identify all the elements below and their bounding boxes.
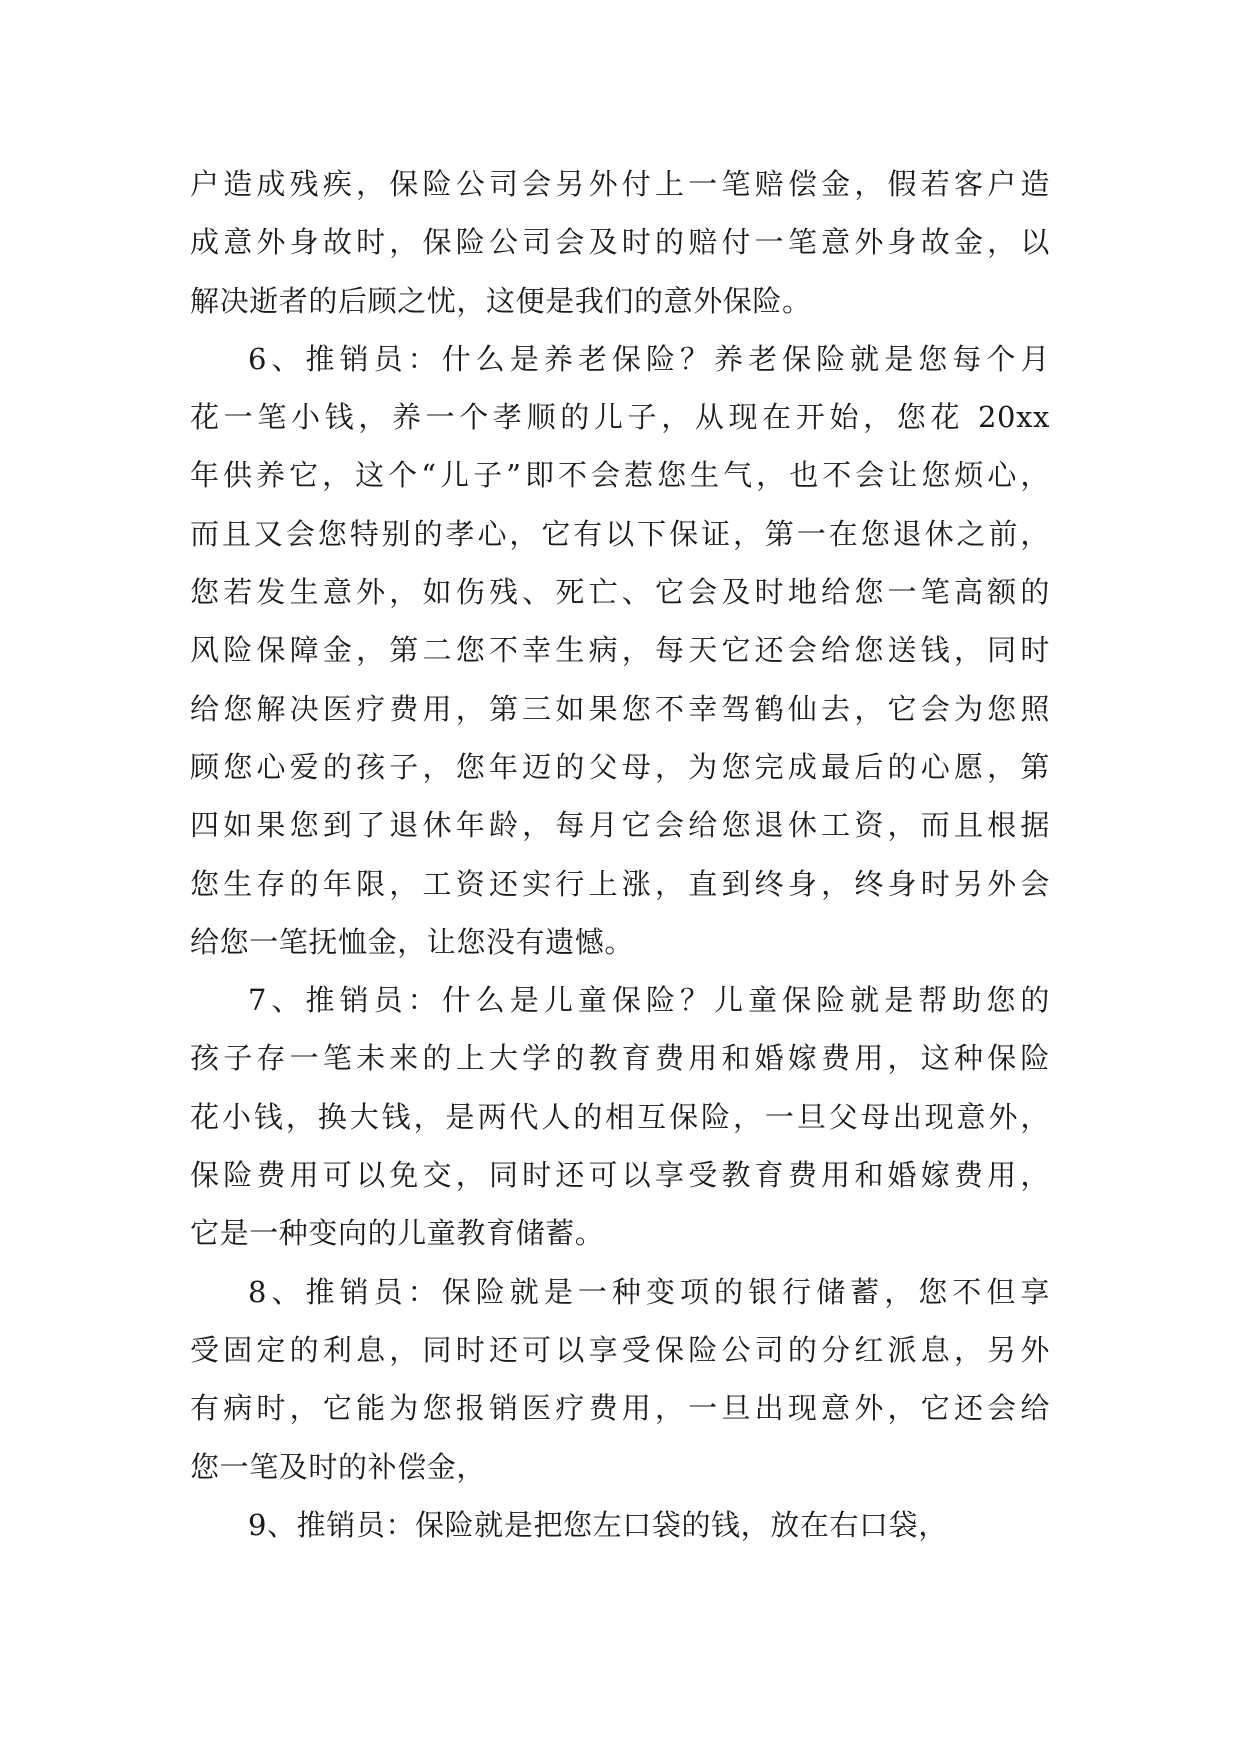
text-line: 您一笔及时的补偿金， bbox=[190, 1449, 487, 1484]
text-line: 孩子存一笔未来的上大学的教育费用和婚嫁费用，这种保险 bbox=[190, 1041, 1050, 1076]
paragraph-accident-insurance-continued bbox=[190, 155, 1050, 330]
text-line: 而且又会您特别的孝心，它有以下保证，第一在您退休之前， bbox=[190, 516, 1050, 551]
text-line: 有病时，它能为您报销医疗费用，一旦出现意外，它还会给 bbox=[190, 1391, 1050, 1426]
text-line: 给您解决医疗费用，第三如果您不幸驾鹤仙去，它会为您照 bbox=[190, 691, 1050, 726]
text-line: 户造成残疾，保险公司会另外付上一笔赔偿金，假若客户造 bbox=[190, 167, 1050, 201]
paragraph-left-right-pocket bbox=[190, 1496, 1050, 1554]
paragraph-child-insurance bbox=[190, 971, 1050, 1262]
text-line: 花小钱，换大钱，是两代人的相互保险，一旦父母出现意外， bbox=[190, 1099, 1050, 1134]
text-line: 6、推销员：什么是养老保险？养老保险就是您每个月 bbox=[248, 341, 1050, 376]
paragraph-bank-savings bbox=[190, 1263, 1050, 1496]
text-line: 保险费用可以免交，同时还可以享受教育费用和婚嫁费用， bbox=[190, 1158, 1050, 1193]
text-line: 9、推销员：保险就是把您左口袋的钱，放在右口袋， bbox=[248, 1507, 948, 1542]
text-line: 7、推销员：什么是儿童保险？儿童保险就是帮助您的 bbox=[248, 983, 1050, 1018]
text-line: 您若发生意外，如伤残、死亡、它会及时地给您一笔高额的 bbox=[190, 575, 1050, 610]
text-line: 它是一种变向的儿童教育储蓄。 bbox=[190, 1216, 605, 1251]
text-line: 风险保障金，第二您不幸生病，每天它还会给您送钱，同时 bbox=[190, 633, 1050, 668]
document-body bbox=[190, 155, 1050, 1554]
text-line: 花一笔小钱，养一个孝顺的儿子，从现在开始，您花 20xx bbox=[190, 400, 1050, 435]
text-line: 四如果您到了退休年龄，每月它会给您退休工资，而且根据 bbox=[190, 808, 1050, 843]
paragraph-pension-insurance bbox=[190, 330, 1050, 971]
text-line: 年供养它，这个“儿子”即不会惹您生气，也不会让您烦心， bbox=[190, 458, 1050, 493]
text-line: 成意外身故时，保险公司会及时的赔付一笔意外身故金，以 bbox=[190, 225, 1050, 260]
text-line: 顾您心爱的孩子，您年迈的父母，为您完成最后的心愿，第 bbox=[190, 749, 1050, 784]
text-line: 受固定的利息，同时还可以享受保险公司的分红派息，另外 bbox=[190, 1332, 1050, 1367]
text-line: 您生存的年限，工资还实行上涨，直到终身，终身时另外会 bbox=[190, 866, 1050, 901]
text-line: 8、推销员：保险就是一种变项的银行储蓄，您不但享 bbox=[248, 1274, 1050, 1309]
text-line: 给您一笔抚恤金，让您没有遗憾。 bbox=[190, 924, 635, 959]
text-line: 解决逝者的后顾之忧，这便是我们的意外保险。 bbox=[190, 283, 812, 318]
